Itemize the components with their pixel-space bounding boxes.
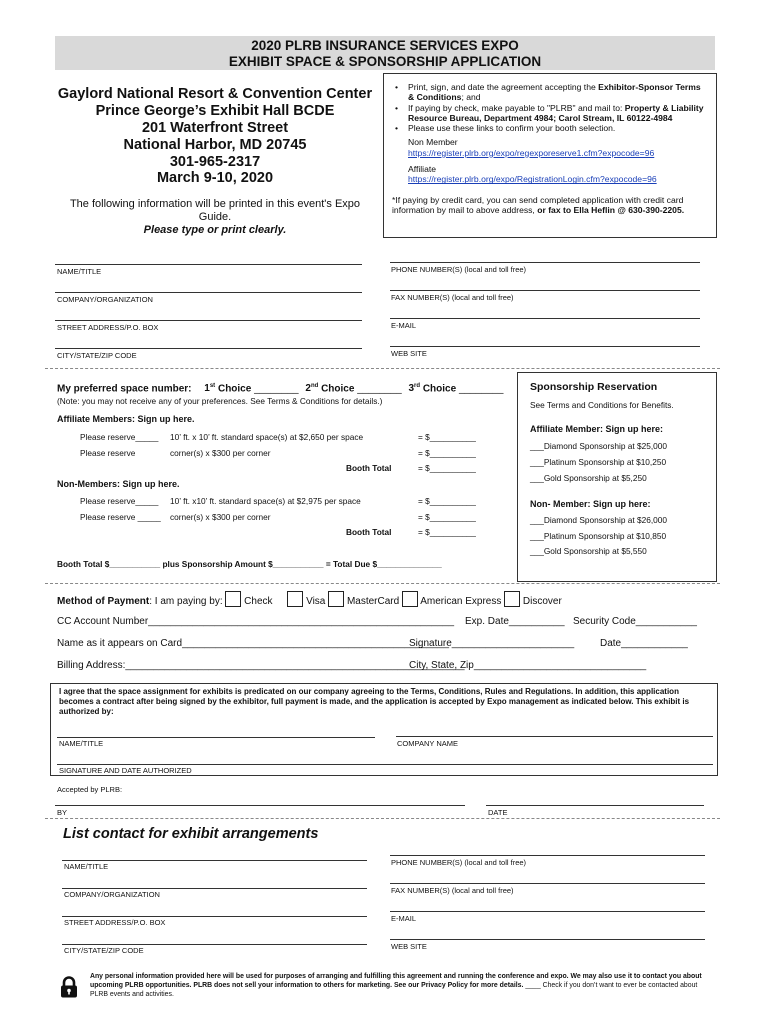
agree-company-label: COMPANY NAME [397, 739, 458, 748]
website-label: WEB SITE [391, 349, 427, 358]
ec-city-line[interactable] [62, 944, 367, 945]
sponsor-aff-heading: Affiliate Member: Sign up here: [530, 424, 664, 434]
amex-checkbox[interactable] [402, 591, 418, 607]
agreement-box [50, 683, 718, 776]
ec-name-label: NAME/TITLE [64, 862, 109, 871]
agree-name-label: NAME/TITLE [59, 739, 104, 748]
non-booth-total-amount[interactable]: = $__________ [418, 527, 476, 537]
title-line-2: EXHIBIT SPACE & SPONSORSHIP APPLICATION [228, 54, 542, 69]
form-title [55, 36, 715, 70]
ec-company-line[interactable] [62, 888, 367, 889]
phone-label: PHONE NUMBER(S) (local and toll free) [391, 265, 527, 274]
street-line[interactable] [55, 320, 362, 321]
ec-name-line[interactable] [62, 860, 367, 861]
sponsor-aff-platinum[interactable]: ___Platinum Sponsorship at $10,250 [530, 457, 667, 467]
email-line[interactable] [390, 318, 700, 319]
privacy-optout[interactable]: ____ Check if you don’t want to ever be contacted about PLRB events and activities. [90, 982, 698, 998]
ec-city-label: CITY/STATE/ZIP CODE [64, 946, 144, 955]
ec-fax-label: FAX NUMBER(S) (local and toll free) [391, 886, 514, 895]
sponsor-aff-gold[interactable]: ___Gold Sponsorship at $5,250 [530, 473, 647, 483]
city-line[interactable] [55, 348, 362, 349]
visa-checkbox[interactable] [287, 591, 303, 607]
ec-street-label: STREET ADDRESS/P.O. BOX [64, 918, 166, 927]
non-corner-desc: corner(s) x $300 per corner [170, 512, 271, 522]
mastercard-checkbox[interactable] [328, 591, 344, 607]
discover-checkbox[interactable] [504, 591, 520, 607]
aff-booth-total-amount[interactable]: = $__________ [418, 463, 476, 473]
aff-corner-reserve[interactable]: Please reserve [80, 448, 136, 458]
non-corner-reserve[interactable]: Please reserve _____ [80, 512, 161, 522]
phone-line[interactable] [390, 262, 700, 263]
affiliate-heading: Affiliate Members: Sign up here. [57, 414, 195, 424]
ec-street-line[interactable] [62, 916, 367, 917]
venue-phone: 301-965-2317 [169, 154, 261, 170]
nonmember-heading: Non-Members: Sign up here. [57, 479, 180, 489]
venue-hall: Prince George’s Exhibit Hall BCDE [95, 103, 335, 119]
plrb-date-label: DATE [488, 808, 508, 817]
credit-card-note: *If paying by credit card, you can send completed application with credit card information by mail to above address, or fax to Ella Heflin @ 630-390-2205. [392, 194, 685, 215]
preferences-note: (Note: you may not receive any of your preferences. See Terms & Conditions for details.) [57, 396, 383, 406]
street-label: STREET ADDRESS/P.O. BOX [57, 323, 159, 332]
aff-space-amount[interactable]: = $__________ [418, 432, 476, 442]
aff-corner-desc: corner(s) x $300 per corner [170, 448, 271, 458]
non-booth-total-label: Booth Total [346, 527, 392, 537]
website-line[interactable] [390, 346, 700, 347]
venue-city: National Harbor, MD 20745 [123, 137, 307, 153]
mastercard-label: MasterCard [346, 596, 400, 607]
name-title-label: NAME/TITLE [57, 267, 102, 276]
cc-account-field[interactable]: CC Account Number_______________________________________________________ [57, 616, 455, 627]
section-divider [45, 368, 720, 369]
name-on-card-field[interactable]: Name as it appears on Card________________________________________________ [57, 638, 450, 649]
fax-line[interactable] [390, 290, 700, 291]
agreement-text: I agree that the space assignment for exhibits is predicated on our company agreeing to the Terms, Conditions, Rules and Regulations. In addition, this application becomes a contract after being signed by the exhibitor, full payment is made, and the application is accepted by Expo management as indicated below. This exhibit is authorized by: [59, 687, 690, 716]
title-line-1: 2020 PLRB INSURANCE SERVICES EXPO [251, 38, 519, 53]
venue-dates: March 9-10, 2020 [156, 170, 274, 186]
section-divider [45, 818, 720, 819]
ec-fax-line[interactable] [390, 883, 705, 884]
discover-label: Discover [522, 596, 562, 607]
affiliate-link[interactable]: https://register.plrb.org/expo/RegistrationLogin.cfm?expocode=96 [408, 174, 657, 185]
affiliate-label: Affiliate [408, 164, 437, 175]
aff-booth-total-label: Booth Total [346, 463, 392, 473]
agree-company-line[interactable] [396, 736, 713, 737]
payment-method-row: Method of Payment: I am paying by: Check Visa MasterCard American Express Discover [57, 591, 562, 607]
city-label: CITY/STATE/ZIP CODE [57, 351, 137, 360]
ec-phone-label: PHONE NUMBER(S) (local and toll free) [391, 858, 527, 867]
ec-website-line[interactable] [390, 939, 705, 940]
visa-label: Visa [306, 596, 326, 607]
privacy-text: Any personal information provided here will be used for purposes of arranging and fulfilling this agreement and running the conference and expo. We may also use it to contact you about upcoming PLRB opportunities. PLRB does not sell your information to others for marketing. See our Privacy Policy for more details. [90, 973, 702, 989]
guide-line-1: The following information will be printed in this event's Expo Guide. [69, 198, 361, 223]
non-corner-amount[interactable]: = $__________ [418, 512, 476, 522]
guide-line-2: Please type or print clearly. [143, 224, 287, 236]
agree-signature-line[interactable] [57, 764, 713, 765]
sponsor-non-heading: Non- Member: Sign up here: [530, 499, 651, 509]
fax-label: FAX NUMBER(S) (local and toll free) [391, 293, 514, 302]
company-label: COMPANY/ORGANIZATION [57, 295, 153, 304]
city-state-zip-field[interactable]: City, State, Zip_______________________________ [409, 660, 647, 671]
venue-name: Gaylord National Resort & Convention Center [57, 86, 373, 102]
sponsor-aff-diamond[interactable]: ___Diamond Sponsorship at $25,000 [530, 441, 667, 451]
non-space-desc: 10’ ft. x10’ ft. standard space(s) at $2,975 per space [170, 496, 361, 506]
instructions-box [383, 73, 717, 238]
accepted-by-label: Accepted by PLRB: [57, 785, 123, 794]
plrb-date-line[interactable] [486, 805, 704, 806]
exp-date-field[interactable]: Exp. Date__________ [465, 616, 565, 627]
sponsorship-box [517, 372, 717, 582]
name-title-line[interactable] [55, 264, 362, 265]
amex-label: American Express [420, 596, 502, 607]
ec-website-label: WEB SITE [391, 942, 427, 951]
instruction-item: • Please use these links to confirm your booth selection. [392, 123, 708, 133]
sponsorship-heading: Sponsorship Reservation [530, 381, 658, 393]
venue-street: 201 Waterfront Street [141, 120, 289, 136]
lock-icon [60, 976, 78, 998]
nonmember-label: Non Member [408, 137, 458, 148]
check-label: Check [244, 596, 273, 607]
ec-email-label: E-MAIL [391, 914, 417, 923]
aff-corner-amount[interactable]: = $__________ [418, 448, 476, 458]
plrb-by-label: BY [57, 808, 68, 817]
billing-address-field[interactable]: Billing Address:_____________________________________________________________ [57, 660, 465, 671]
plrb-by-line[interactable] [55, 805, 465, 806]
instruction-item: • If paying by check, make payable to "PLRB" and mail to: Property & Liability Resource Bureau, Department 4984; Carol Stream, IL 60122-4984 [392, 103, 708, 124]
check-checkbox[interactable] [225, 591, 241, 607]
exhibit-contact-title: List contact for exhibit arrangements [63, 826, 319, 842]
pay-date-field[interactable]: Date____________ [600, 638, 688, 649]
aff-space-reserve[interactable]: Please reserve_____ [80, 432, 159, 442]
sponsor-non-gold[interactable]: ___Gold Sponsorship at $5,550 [530, 546, 647, 556]
sponsorship-sub: See Terms and Conditions for Benefits. [530, 400, 674, 410]
instruction-item: • Print, sign, and date the agreement accepting the Exhibitor-Sponsor Terms & Conditions; and [392, 82, 708, 103]
non-space-reserve[interactable]: Please reserve_____ [80, 496, 159, 506]
email-label: E-MAIL [391, 321, 417, 330]
total-due-row[interactable]: Booth Total $___________ plus Sponsorship Amount $___________ = Total Due $______________ [57, 559, 442, 569]
privacy-notice [90, 972, 715, 999]
signature-field[interactable]: Signature______________________ [409, 638, 575, 649]
nonmember-link[interactable]: https://register.plrb.org/expo/regexporeserve1.cfm?expocode=96 [408, 147, 655, 158]
sponsor-non-diamond[interactable]: ___Diamond Sponsorship at $26,000 [530, 515, 667, 525]
aff-space-desc: 10’ ft. x 10’ ft. standard space(s) at $2,650 per space [170, 432, 364, 442]
ec-email-line[interactable] [390, 911, 705, 912]
preferred-space-row[interactable]: My preferred space number: 1st Choice ________ 2nd Choice ________ 3rd Choice ________ [57, 383, 504, 395]
section-divider [45, 583, 720, 584]
non-space-amount[interactable]: = $__________ [418, 496, 476, 506]
ec-phone-line[interactable] [390, 855, 705, 856]
company-line[interactable] [55, 292, 362, 293]
agree-signature-label: SIGNATURE AND DATE AUTHORIZED [59, 766, 192, 775]
security-code-field[interactable]: Security Code___________ [573, 616, 697, 627]
agree-name-line[interactable] [57, 737, 375, 738]
expo-guide-note [55, 198, 375, 237]
ec-company-label: COMPANY/ORGANIZATION [64, 890, 160, 899]
sponsor-non-platinum[interactable]: ___Platinum Sponsorship at $10,850 [530, 531, 667, 541]
